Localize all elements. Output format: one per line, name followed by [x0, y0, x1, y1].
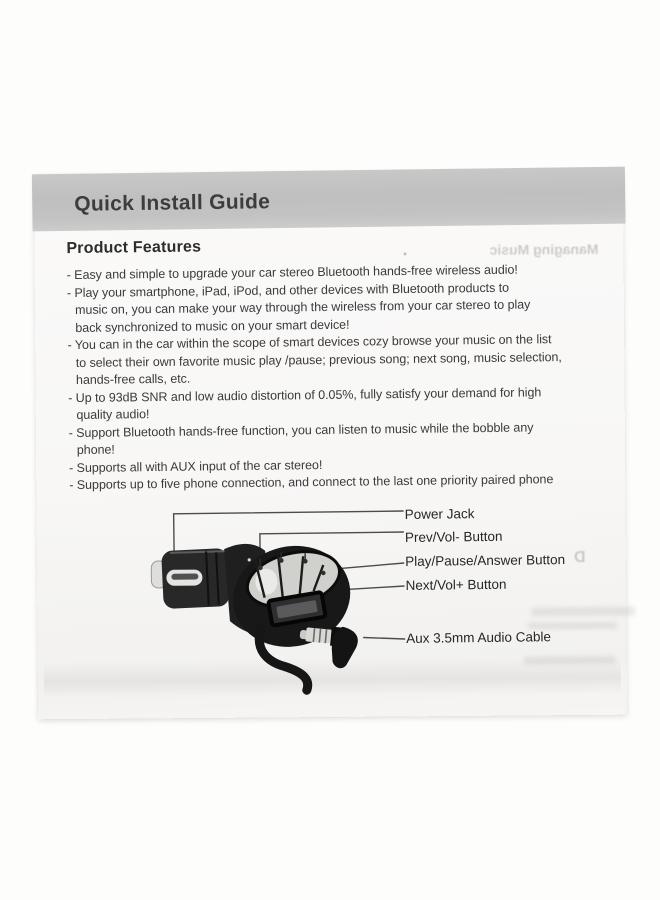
diagram-label-prev-vol: Prev/Vol- Button: [404, 528, 503, 545]
feature-line: hands-free calls, etc.: [75, 371, 191, 387]
feature-line: to select their own favorite music play /pause; previous song; next song, music selection,: [75, 349, 562, 370]
charger-device: [151, 534, 361, 692]
feature-line: - Supports up to five phone connection, and connect to the last one priority paired phone: [69, 472, 554, 493]
product-features-section: [66, 232, 614, 494]
diagram-label-play-pause: Play/Pause/Answer Button: [405, 552, 566, 569]
bleedthrough-mirrored-letter: D: [573, 549, 586, 567]
feature-line: - Supports all with AUX input of the car stereo!: [68, 457, 323, 475]
leader-line-aux: [363, 637, 405, 640]
feature-line: back synchronized to music on your smart device!: [75, 317, 350, 335]
bleedthrough-mirrored-heading: Managing Music: [489, 240, 599, 258]
feature-line: music on, you can make your way through the wireless from your car stereo to play: [75, 297, 531, 318]
feature-line: - Up to 93dB SNR and low audio distortion of 0.05%, fully satisfy your demand for high: [68, 384, 542, 405]
diagram-label-power-jack: Power Jack: [404, 506, 475, 522]
feature-line: - Play your smartphone, iPad, iPod, and other devices with Bluetooth products to: [66, 280, 510, 300]
diagram-label-aux-cable: Aux 3.5mm Audio Cable: [406, 629, 552, 646]
feature-line: - You can in the car within the scope of smart devices cozy browse your music on the list: [67, 332, 552, 353]
feature-line: phone!: [76, 442, 115, 457]
car-charger-illustration: [141, 493, 414, 706]
page-content: [33, 167, 629, 719]
feature-line: quality audio!: [76, 407, 150, 422]
diagram-label-next-vol: Next/Vol+ Button: [405, 576, 507, 593]
feature-line: - Support Bluetooth hands-free function, you can listen to music while the bobble any: [68, 419, 534, 440]
feature-line: - Easy and simple to upgrade your car stereo Bluetooth hands-free wireless audio!: [66, 262, 518, 283]
install-guide-page: [34, 170, 627, 720]
aux-jack-plug: [297, 623, 359, 670]
page-title: Quick Install Guide: [74, 190, 271, 216]
features-heading: Product Features: [66, 238, 202, 258]
